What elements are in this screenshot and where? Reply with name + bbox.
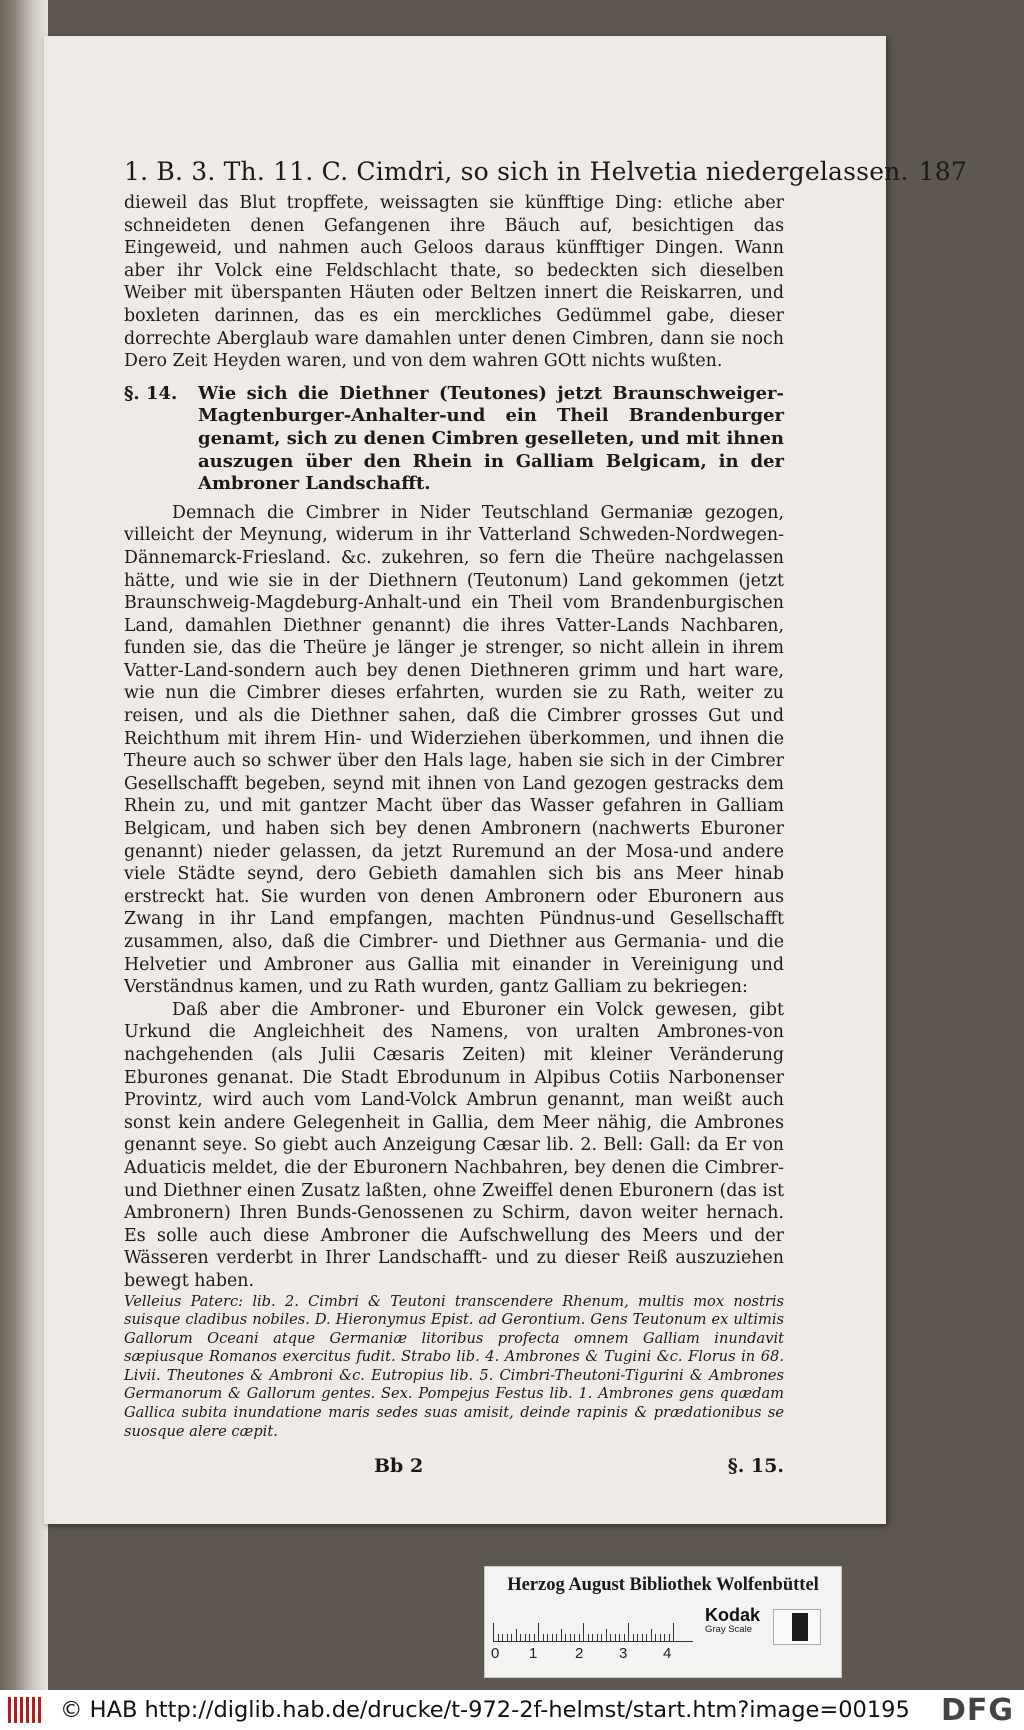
section-number: §. 14. xyxy=(124,382,178,404)
ruler-tick xyxy=(606,1629,607,1641)
ruler-tick xyxy=(534,1634,535,1641)
ruler-tick xyxy=(637,1634,638,1641)
ruler-number: 2 xyxy=(575,1645,584,1662)
page-number: 187 xyxy=(918,157,967,186)
dark-swatch xyxy=(792,1613,808,1641)
ruler-tick xyxy=(516,1629,517,1641)
ruler-number: 1 xyxy=(529,1645,538,1662)
kodak-logo xyxy=(705,1605,760,1635)
running-head-title: 1. B. 3. Th. 11. C. Cimdri, so sich in Helvetia niedergelassen. xyxy=(124,157,909,186)
paragraph-1: dieweil das Blut tropffete, weissagten sie künfftige Ding: etliche aber schneideten denen Gefangenen ihre Bäuch auf, besichtigen das Eingeweid, und nahmen auch Geloos daraus künfftiger Dingen. Wann aber ihr Volck eine Feldschlacht thate, so bedeckten sich dieselben Weiber mit überspanten Häuten oder Beltzen innert die Reiskarren, und boxleten darinnen, das es ein merckliches Gedümmel gabe, dieser dorrechte Aberglaub ware damahlen unter denen Cimbren, dann sie noch Dero Zeit Heyden waren, und von dem wahren GOtt nichts wußten. xyxy=(124,193,784,372)
ruler-tick xyxy=(502,1634,503,1641)
ruler-tick xyxy=(619,1634,620,1641)
ruler-number: 3 xyxy=(619,1645,628,1662)
ruler-tick xyxy=(565,1634,566,1641)
ruler-tick xyxy=(574,1634,575,1641)
bottom-bar xyxy=(0,1690,1024,1730)
ruler-tick xyxy=(615,1634,616,1641)
ruler-tick xyxy=(628,1623,629,1641)
section-heading-block xyxy=(124,383,784,496)
ruler-tick xyxy=(624,1634,625,1641)
page-footer-line xyxy=(124,1453,784,1479)
ruler-tick xyxy=(601,1634,602,1641)
ruler-tick xyxy=(556,1634,557,1641)
section-heading: Wie sich die Diethner (Teutones) jetzt Braunschweiger-Magtenburger-Anhalter-und ein Theil Brandenburger genamt, sich zu denen Cimbren geselleten, und mit ihnen auszugen über den Rhein in Galliam Belgicam, in der Ambroner Landschafft. xyxy=(198,382,784,495)
paragraph-2: Demnach die Cimbrer in Nider Teutschland Germaniæ gezogen, villeicht der Meynung, widerum in ihr Vatterland Schweden-Nordwegen-Dännemarck-Friesland. &c. zukehren, so fern die Theüre nachgelassen hätte, und wie sie in der Diethnern (Teutonum) Land gekommen (jetzt Braunschweig-Magdeburg-Anhalt-und ein Theil vom Brandenburgischen Land, damahlen Diethner genannt) die ihres Vatter-Lands Nachbaren, funden sie, das die Theüre je länger je strenger, so nicht allein in ihrem Vatter-Land-sondern auch bey denen Diethneren grimm und hart ware, wie nun die Cimbrer dieses erfahrten, wurden sie zu Rath, weiter zu reisen, und als die Diethner sahen, daß die Cimbrer grosses Gut und Reichthum mit ihrem Hin- und Widerziehen überkommen, und ihnen die Theure auch so schwer über den Hals lage, haben sie sich in der Cimbrer Gesellschafft begeben, seynd mit ihnen von Land gezogen gestracks dem Rhein zu, und mit gantzer Macht über das Wasser gefahren in Galliam Belgicam, und haben sich bey denen Ambronern (nachwerts Eburoner genannt) nieder gelassen, da jetzt Ruremund an der Mosa-und andere viele Städte seynd, dero Gebieth damahlen sich bis ans Meer hinab erstreckt hat. Sie wurden von denen Ambronern oder Eburonern aus Zwang in ihr Land empfangen, machten Pündnus-und Gesellschafft zusammen, also, daß die Cimbrer- und Diethner aus Germania- und die Helvetier und Ambroner aus Gallia mit einander in Vereinigung und Verständnus kamen, und zu Rath wurden, gantz Galliam zu bekriegen: xyxy=(124,502,784,998)
ruler-tick xyxy=(610,1634,611,1641)
ruler-tick xyxy=(655,1634,656,1641)
ruler-tick xyxy=(520,1634,521,1641)
book-edge xyxy=(0,0,48,1690)
ruler-tick xyxy=(561,1629,562,1641)
kodak-brand: Kodak xyxy=(705,1605,761,1625)
book-page xyxy=(44,36,967,1524)
ruler-tick xyxy=(592,1634,593,1641)
dfg-logo: DFG xyxy=(940,1693,1014,1728)
ruler-number: 4 xyxy=(663,1645,672,1662)
ruler-tick xyxy=(570,1634,571,1641)
ruler-tick xyxy=(642,1634,643,1641)
ruler-tick xyxy=(633,1634,634,1641)
ruler-tick xyxy=(664,1634,665,1641)
copyright-link[interactable]: © HAB http://diglib.hab.de/drucke/t-972-2f-helmst/start.htm?image=00195 xyxy=(60,1697,910,1723)
catchword: §. 15. xyxy=(727,1455,784,1478)
ruler-tick xyxy=(511,1634,512,1641)
ruler-scale xyxy=(493,1607,693,1642)
ruler-tick xyxy=(673,1623,674,1641)
ruler-tick xyxy=(538,1623,539,1641)
paragraph-3: Daß aber die Ambroner- und Eburoner ein Volck gewesen, gibt Urkund die Angleichheit des Namens, von uralten Ambrones-von nachgehenden (als Julii Cæsaris Zeiten) mit kleiner Veränderung Eburones genanat. Die Stadt Ebrodunum in Alpibus Cotiis Narbonenser Provintz, wird auch vom Land-Volck Ambrun genannt, man weißt auch sonst kein andere Gelegenheit in Gallia, dem Meer nähig, die Ambrones genannt seye. So giebt auch Anzeigung Cæsar lib. 2. Bell: Gall: da Er von Aduaticis meldet, die der Eburonern Nachbahren, bey denen die Cimbrer- und Diethner einen Zusatz laßten, ohne Zweiffel denen Eburonern (das ist Ambronern) Ihren Bunds-Genossenen zu Schirm, davon weiter hernach. Es solle auch diese Ambroner die Aufschwellung des Meers und der Wässeren verderbt in Ihrer Landschafft- und zu dieser Reiß auszuziehen bewegt haben. xyxy=(124,999,784,1291)
ruler-tick xyxy=(651,1629,652,1641)
ruler-number: 0 xyxy=(491,1645,500,1662)
ruler-tick xyxy=(529,1634,530,1641)
ruler-tick xyxy=(493,1623,494,1641)
ruler-tick xyxy=(547,1634,548,1641)
ruler-tick xyxy=(588,1634,589,1641)
running-head xyxy=(124,156,967,188)
ruler-tick xyxy=(525,1634,526,1641)
ruler-tick xyxy=(498,1634,499,1641)
ruler-tick xyxy=(579,1634,580,1641)
footnotes: Velleius Paterc: lib. 2. Cimbri & Teutoni transcendere Rhenum, multis mox nostris suisque cladibus nobiles. D. Hieronymus Epist. ad Gerontium. Gens Teutonum ex ultimis Gallorum Oceani atque Germaniæ litoribus profecta omnem Galliam inundavit sæpiusque Romanos exercitus fudit. Strabo lib. 4. Ambrones & Tugini &c. Florus in 68. Livii. Theutones & Ambroni &c. Eutropius lib. 5. Cimbri-Theutoni-Tigurini & Ambrones Germanorum & Gallorum gentes. Sex. Pompejus Festus lib. 1. Ambrones gens quædam Gallica subita inundatione maris sedes suas amisit, deinde rapinis & prædationibus se suosque alere cæpit. xyxy=(124,1292,784,1440)
ruler-tick xyxy=(507,1634,508,1641)
library-name: Herzog August Bibliothek Wolfenbüttel xyxy=(507,1575,819,1595)
ruler-tick xyxy=(660,1634,661,1641)
ruler-tick xyxy=(543,1634,544,1641)
page-text-block xyxy=(124,156,967,1479)
signature-mark: Bb 2 xyxy=(374,1455,424,1478)
ruler-tick xyxy=(583,1623,584,1641)
gray-swatch xyxy=(773,1609,821,1645)
ruler-tick xyxy=(646,1634,647,1641)
gray-scale-label: Gray Scale xyxy=(705,1624,752,1635)
ruler-tick xyxy=(669,1634,670,1641)
ruler-tick xyxy=(552,1634,553,1641)
ruler-tick xyxy=(597,1634,598,1641)
hab-barcode-icon xyxy=(8,1697,44,1723)
gray-scale-card xyxy=(484,1566,842,1678)
